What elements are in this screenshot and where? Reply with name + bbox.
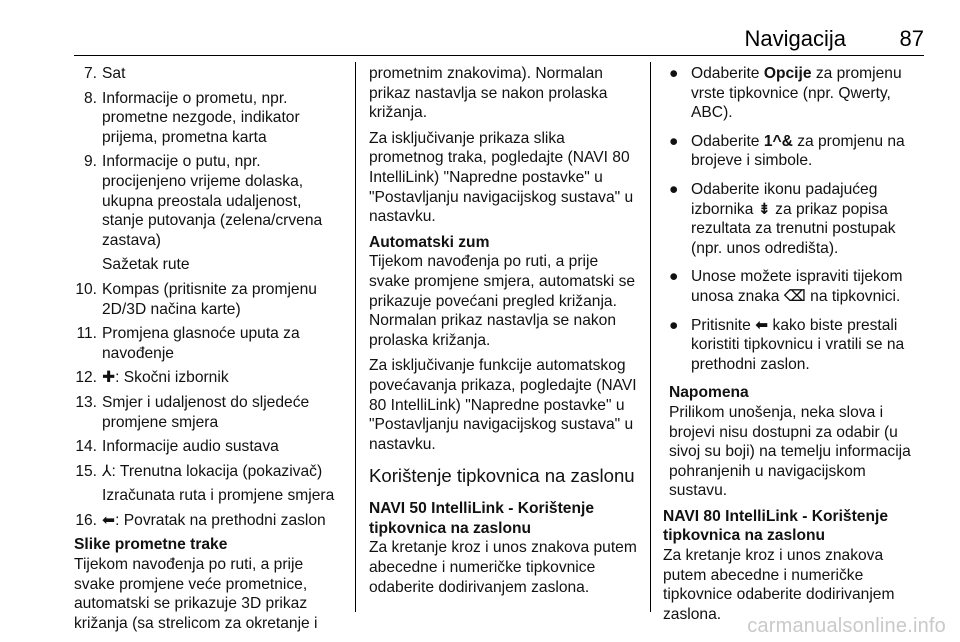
column-divider-1 — [355, 62, 356, 612]
list-item: 7. Sat — [83, 65, 126, 82]
paragraph: Tijekom navođenja po ruti, a prije svake promjene veće prometnice, automatski se prikazuje 3D prikaz križanja (sa strelicom za okretanje i — [74, 556, 318, 632]
bullet-icon: ● — [669, 180, 679, 198]
list-item: 16. ⬅: Povratak na prethodni zaslon — [75, 511, 326, 529]
column-1 — [74, 64, 342, 639]
dropdown-list-icon: ⇟ — [757, 200, 771, 218]
list-sub-text: Izračunata ruta i promjene smjera — [102, 487, 335, 505]
list-item: 8. Informacije o prometu, npr. prometne nezgode, indikator prijema, prometna karta — [83, 89, 300, 146]
section-subheading: NAVI 80 IntelliLink - Korištenje tipkovnica na zaslonu — [663, 507, 888, 545]
bullet-icon: ● — [669, 268, 679, 286]
list-item: 12. ✚: Skočni izbornik — [75, 369, 229, 387]
paragraph: Za kretanje kroz i unos znakova putem abecedne i numeričke tipkovnice odaberite dodirivanjem zaslona. — [369, 539, 637, 596]
back-arrow-icon: ⬅ — [102, 511, 116, 529]
bullet-item: ● Odaberite ikonu padajućeg izbornika ⇟ za prikaz popisa rezultata za trenutni postupak (npr. unos odredišta). — [669, 180, 896, 257]
page-number: 87 — [899, 26, 924, 51]
bullet-icon: ● — [669, 316, 679, 334]
plus-icon: ✚ — [102, 369, 116, 387]
paragraph: prometnim znakovima). Normalan prikaz nastavlja se nakon prolaska križanja. — [369, 65, 608, 122]
list-item: 11. Promjena glasnoće uputa za navođenje — [76, 325, 300, 362]
column-3 — [663, 64, 927, 630]
paragraph: Tijekom navođenja po ruti, a prije svake promjene smjera, automatski se prikazuje povećani pregled križanja. Normalan prikaz nastavlja se nakon prolaska križanja. — [369, 253, 636, 349]
paragraph: Za isključivanje funkcije automatskog povećavanja prikaza, pogledajte (NAVI 80 IntelliLink) "Napredne postavke" u "Postavljanju navigacijskog sustava" u nastavku. — [369, 357, 637, 453]
backspace-icon: ⌫ — [783, 287, 806, 305]
list-item: 15. ⅄: Trenutna lokacija (pokazivač) — [75, 462, 323, 480]
list-item: 9. Informacije o putu, npr. procijenjeno vrijeme dolaska, ukupna preostala udaljenost, stanje putovanja (zelena/crvena zastava) — [83, 153, 323, 249]
header-rule — [74, 55, 924, 56]
bullet-item: ● Odaberite Opcije za promjenu vrste tipkovnice (npr. Qwerty, ABC). — [669, 65, 902, 122]
list-sub-text: Sažetak rute — [102, 256, 190, 274]
page-header — [0, 0, 960, 56]
page-title: Navigacija — [744, 26, 846, 51]
section-heading: Korištenje tipkovnica na zaslonu — [369, 465, 635, 487]
bullet-item: ● Pritisnite ⬅ kako biste prestali koristiti tipkovnicu i vratili se na prethodni zaslon. — [669, 316, 905, 373]
column-divider-2 — [650, 62, 651, 612]
bullet-icon: ● — [669, 132, 679, 150]
bullet-item: ● Odaberite 1^& za promjenu na brojeve i simbole. — [669, 132, 905, 170]
paragraph: Za kretanje kroz i unos znakova putem abecedne i numeričke tipkovnice odaberite dodirivanjem zaslona. — [663, 547, 895, 623]
note-text: Prilikom unošenja, neka slova i brojevi nisu dostupni za odabir (u sivoj su boji) na temelju informacija pohranjenih u navigacijskom sustavu. — [669, 403, 911, 500]
bullet-item: ● Unose možete ispraviti tijekom unosa znaka ⌫ na tipkovnici. — [669, 268, 903, 305]
section-subheading: Slike prometne trake — [74, 536, 228, 554]
location-pointer-icon: ⅄ — [102, 462, 112, 480]
watermark-logo: carmanualsonline.info — [747, 615, 946, 637]
column-2 — [369, 64, 637, 603]
paragraph: Za isključivanje prikaza slika prometnog traka, pogledajte (NAVI 80 IntelliLink) "Napredne postavke" u "Postavljanju navigacijskog sustava" u nastavku. — [369, 129, 634, 226]
back-arrow-icon: ⬅ — [755, 316, 769, 334]
list-item: 14. Informacije audio sustava — [75, 438, 279, 456]
section-subheading: NAVI 50 IntelliLink - Korištenje tipkovnica na zaslonu — [369, 500, 594, 537]
note-title: Napomena — [669, 384, 749, 402]
section-subheading: Automatski zum — [369, 233, 490, 251]
bullet-icon: ● — [669, 65, 679, 82]
list-item: 10. Kompas (pritisnite za promjenu 2D/3D načina karte) — [75, 280, 317, 318]
note-box — [663, 383, 927, 501]
list-item: 13. Smjer i udaljenost do sljedeće promjene smjera — [75, 393, 310, 431]
